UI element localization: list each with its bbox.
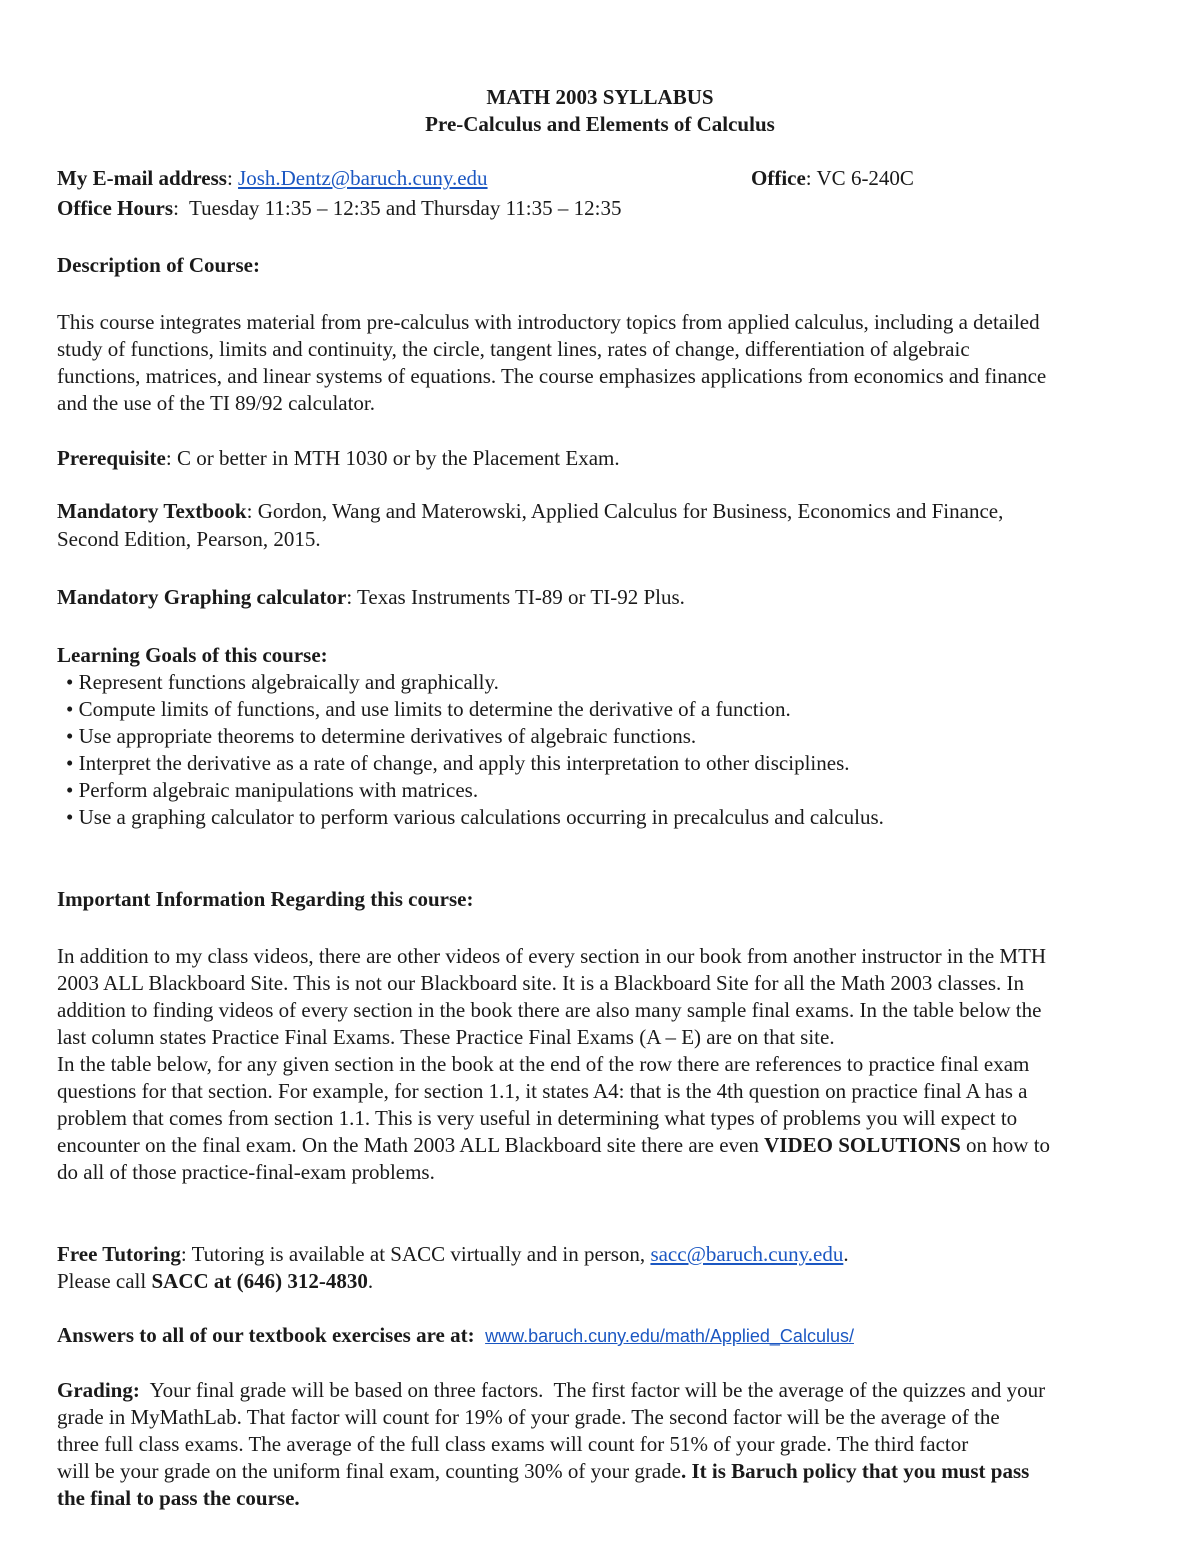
tutoring-line — [57, 1241, 849, 1268]
description-line: functions, matrices, and linear systems of equations. The course emphasizes applications from economics and finance — [57, 364, 1047, 388]
prerequisite-text: C or better in MTH 1030 or by the Placement Exam. — [176, 446, 620, 470]
tutoring-text: : Tutoring is available at SACC virtually and in person, — [180, 1242, 651, 1266]
office-line: Office: VC 6-240C — [751, 166, 914, 190]
office-value: VC 6-240C — [816, 166, 914, 190]
prerequisite-line: Prerequisite: C or better in MTH 1030 or by the Placement Exam. — [57, 446, 620, 470]
important-line: problem that comes from section 1.1. This is very useful in determining what types of problems you will expect to — [57, 1106, 1018, 1130]
important-line: In the table below, for any given section in the book at the end of the row there are references to practice final exam — [57, 1052, 1030, 1076]
goals-heading: Learning Goals of this course: — [57, 643, 328, 667]
important-line-text: encounter on the final exam. On the Math 2003 ALL Blackboard site there are even — [57, 1133, 765, 1157]
goal-item: • Interpret the derivative as a rate of change, and apply this interpretation to other disciplines. — [66, 751, 850, 775]
important-line: addition to finding videos of every section in the book there are also many sample final exams. In the table below the — [57, 998, 1042, 1022]
calculator-text: Texas Instruments TI-89 or TI-92 Plus. — [357, 585, 685, 609]
grading-line: three full class exams. The average of the full class exams will count for 51% of your grade. The third factor — [57, 1432, 969, 1456]
description-line: This course integrates material from pre-calculus with introductory topics from applied calculus, including a detailed — [57, 310, 1040, 334]
calculator-label: Mandatory Graphing calculator — [57, 585, 347, 609]
important-line — [57, 1132, 1050, 1159]
sacc-email-link[interactable]: sacc@baruch.cuny.edu — [650, 1242, 844, 1266]
textbook-label: Mandatory Textbook — [57, 499, 247, 523]
important-line: questions for that section. For example, for section 1.1, it states A4: that is the 4th question on practice final A has a — [57, 1079, 1028, 1103]
answers-url-link[interactable]: www.baruch.cuny.edu/math/Applied_Calculus/ — [485, 1326, 854, 1346]
office-hours-label: Office Hours — [57, 196, 174, 220]
video-solutions-emphasis: VIDEO SOLUTIONS — [764, 1133, 961, 1157]
important-line: do all of those practice-final-exam problems. — [57, 1160, 435, 1184]
textbook-line-2: Second Edition, Pearson, 2015. — [57, 527, 321, 551]
goal-item: • Use appropriate theorems to determine derivatives of algebraic functions. — [66, 724, 697, 748]
instructor-email-link[interactable]: Josh.Dentz@baruch.cuny.edu — [238, 166, 488, 190]
sacc-phone: SACC at (646) 312-4830 — [151, 1269, 368, 1293]
grading-label: Grading: — [57, 1378, 140, 1402]
tutoring-label: Free Tutoring — [57, 1242, 181, 1266]
important-line: In addition to my class videos, there are other videos of every section in our book from another instructor in the MTH — [57, 944, 1047, 968]
grading-text: Your final grade will be based on three factors. The first factor will be the average of the quizzes and your — [139, 1378, 1046, 1402]
baruch-policy-emphasis: . It is Baruch policy that you must pass — [681, 1459, 1030, 1483]
grading-line — [57, 1377, 1045, 1404]
email-label: My E-mail address — [57, 166, 227, 190]
grading-line: grade in MyMathLab. That factor will count for 19% of your grade. The second factor will be the average of the — [57, 1405, 1000, 1429]
important-line: 2003 ALL Blackboard Site. This is not our Blackboard site. It is a Blackboard Site for all the Math 2003 classes. In — [57, 971, 1024, 995]
email-line: My E-mail address: Josh.Dentz@baruch.cuny.edu — [57, 166, 488, 190]
important-line-text: on how to — [960, 1133, 1051, 1157]
office-hours-line: Office Hours: Tuesday 11:35 – 12:35 and Thursday 11:35 – 12:35 — [57, 196, 622, 220]
tutoring-end: . — [843, 1242, 849, 1266]
description-line: study of functions, limits and continuity, the circle, tangent lines, rates of change, differentiation of algebraic — [57, 337, 970, 361]
important-heading: Important Information Regarding this course: — [57, 887, 474, 911]
goal-item: • Represent functions algebraically and graphically. — [66, 670, 499, 694]
page-subtitle: Pre-Calculus and Elements of Calculus — [425, 112, 775, 136]
prerequisite-label: Prerequisite — [57, 446, 166, 470]
page-title: MATH 2003 SYLLABUS — [486, 85, 714, 109]
important-line: last column states Practice Final Exams. These Practice Final Exams (A – E) are on that site. — [57, 1025, 835, 1049]
goal-item: • Use a graphing calculator to perform various calculations occurring in precalculus and calculus. — [66, 805, 884, 829]
sacc-phone-end: . — [367, 1269, 374, 1293]
office-label: Office — [751, 166, 806, 190]
answers-line — [57, 1322, 854, 1350]
goal-item: • Perform algebraic manipulations with matrices. — [66, 778, 479, 802]
description-heading: Description of Course: — [57, 253, 260, 277]
answers-label: Answers to all of our textbook exercises are at: — [57, 1323, 475, 1347]
calculator-line: Mandatory Graphing calculator: Texas Instruments TI-89 or TI-92 Plus. — [57, 585, 685, 609]
office-hours-value: Tuesday 11:35 – 12:35 and Thursday 11:35 – 12:35 — [189, 196, 622, 220]
grading-text: will be your grade on the uniform final exam, counting 30% of your grade — [57, 1459, 681, 1483]
grading-line — [57, 1458, 1029, 1485]
goal-item: • Compute limits of functions, and use limits to determine the derivative of a function. — [66, 697, 791, 721]
baruch-policy-emphasis-2: the final to pass the course. — [57, 1486, 300, 1510]
sacc-phone-line — [57, 1268, 373, 1295]
sacc-phone-pre: Please call — [57, 1269, 152, 1293]
description-line: and the use of the TI 89/92 calculator. — [57, 391, 376, 415]
textbook-text: Gordon, Wang and Materowski, Applied Calculus for Business, Economics and Finance, — [257, 499, 1004, 523]
textbook-line: Mandatory Textbook: Gordon, Wang and Materowski, Applied Calculus for Business, Economics and Finance, — [57, 499, 1004, 523]
